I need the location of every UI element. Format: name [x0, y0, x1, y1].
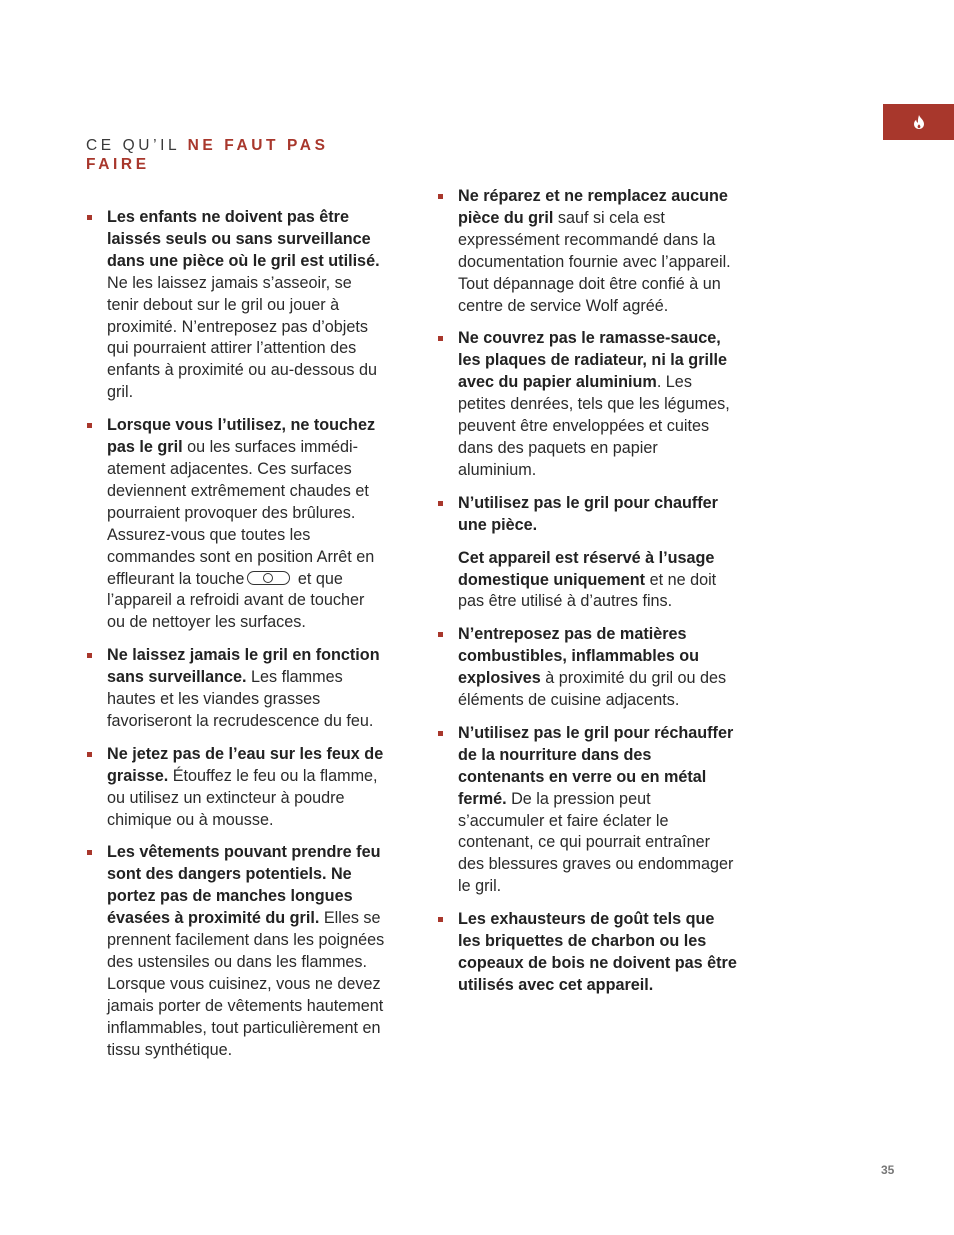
- item-bold-text: Ne couvrez pas le ramasse-sauce, les plaques de radiateur, ni la grille avec du papier aluminium: [458, 329, 727, 392]
- list-item: [437, 493, 737, 614]
- item-text: Ne les laissez jamais s’asseoir, se tenir debout sur le gril ou jouer à proximité. N’entreposez pas d’objets qui pourraient attirer l’attention des enfants à proximité ou au-dessous du gril.: [107, 273, 377, 402]
- item-text: et ne doit pas être utilisé à d’autres fins.: [458, 570, 717, 611]
- bullet-marker: [438, 731, 443, 736]
- item-text: De la pression peut s’accumuler et faire éclater le contenant, ce qui pourrait entraîner des blessures graves ou endommager le gril.: [458, 789, 734, 896]
- list-item: [437, 723, 737, 898]
- item-paragraph: [107, 842, 386, 1061]
- item-text: Les flammes hautes et les viandes grasses favoriseront la recrudescence du feu.: [107, 668, 374, 730]
- flame-icon: [913, 115, 925, 129]
- list-item: [86, 744, 386, 832]
- item-bold-text: Les exhausteurs de goût tels que les briquettes de charbon ou les copeaux de bois ne doivent pas être utilisés avec cet appareil: [458, 910, 737, 994]
- section-tab: [883, 104, 954, 140]
- left-column: [86, 207, 386, 1073]
- item-paragraph: [458, 186, 737, 317]
- item-paragraph: [458, 493, 737, 537]
- item-text: et que l’appareil a refroidi avant de toucher ou de nettoyer les surfaces.: [107, 569, 365, 632]
- right-column: [437, 186, 737, 1008]
- item-bold-text: Lorsque vous l’utilisez, ne touchez pas le gril: [107, 416, 376, 457]
- bullet-marker: [438, 632, 443, 637]
- section-heading: [86, 136, 386, 174]
- item-paragraph: [458, 328, 737, 481]
- item-text: sauf si cela est expressément recommandé dans la documentation fournie avec l’appareil. Tout dépannage doit être confié à un centre de service Wolf agréé.: [458, 208, 731, 315]
- item-text: à proximité du gril ou des éléments de cuisine adjacents.: [458, 669, 727, 710]
- heading-highlight: NE FAUT PAS FAIRE: [86, 137, 329, 173]
- item-paragraph: [107, 415, 386, 634]
- item-paragraph: [458, 723, 737, 898]
- item-bold-text: N’utilisez pas le gril pour réchauffer de la nourriture dans des contenants en verre ou en métal fermé.: [458, 723, 734, 808]
- item-text: . Les petites denrées, tels que les légumes, peuvent être enveloppées et cuites dans des paquets en papier aluminium.: [458, 373, 730, 479]
- item-bold-text: N’entreposez pas de matières combustibles, inflammables ou explosives: [458, 625, 700, 688]
- off-touch-key-icon: [247, 571, 290, 585]
- list-item: [437, 186, 737, 317]
- item-bold-text: Ne laissez jamais le gril en fonction sans surveillance.: [107, 646, 380, 687]
- list-item: [86, 207, 386, 404]
- bullet-marker: [87, 215, 92, 220]
- list-item: [86, 645, 386, 733]
- list-item: [437, 624, 737, 712]
- item-paragraph: [107, 744, 386, 832]
- item-bold-text: Les enfants ne doivent pas être laissés seuls ou sans surveillance dans une pièce où le gril est utilisé.: [107, 208, 380, 270]
- item-bold-text: Ne réparez et ne remplacez aucune pièce du gril: [458, 187, 728, 227]
- bullet-marker: [87, 850, 92, 855]
- bullet-marker: [438, 194, 443, 199]
- bullet-marker: [87, 653, 92, 658]
- bullet-marker: [87, 752, 92, 757]
- bullet-marker: [438, 501, 443, 506]
- item-paragraph: [107, 645, 386, 733]
- page-number: 35: [881, 1163, 895, 1177]
- item-paragraph: [458, 548, 737, 614]
- item-bold-text: Cet appareil est réservé à l’usage domestique uniquement: [458, 548, 715, 589]
- list-item: [437, 909, 737, 997]
- item-text: ou les surfaces immédiatement adjacentes. Ces surfaces deviennent extrêmement chaudes et pourraient provoquer des brûlures. Assurez-vous que toutes les commandes sont en position Arrêt en effleurant la touche: [107, 438, 375, 588]
- list-item: [437, 328, 737, 481]
- list-item: [86, 415, 386, 634]
- bullet-marker: [438, 917, 443, 922]
- bullet-marker: [438, 336, 443, 341]
- list-item: [86, 842, 386, 1061]
- item-paragraph: [458, 624, 737, 712]
- item-text: Elles se prennent facilement dans les poignées des ustensiles ou dans les flammes. Lorsque vous cuisinez, vous ne devez jamais porter de vêtements hautement inflammables, tout particulièrement en tissu synthétique.: [107, 909, 385, 1059]
- item-bold-text: Ne jetez pas de l’eau sur les feux de graisse.: [107, 744, 384, 785]
- item-text: .: [648, 975, 654, 994]
- item-text: Étouffez le feu ou la flamme, ou utilisez un extincteur à poudre chimique ou à mousse.: [107, 766, 378, 829]
- item-paragraph: [107, 207, 386, 404]
- item-bold-text: Les vêtements pouvant prendre feu sont des dangers potentiels. Ne portez pas de manches longues évasées à proximité du gril.: [107, 843, 381, 928]
- item-bold-text: N’utilisez pas le gril pour chauffer une pièce.: [458, 493, 718, 534]
- bullet-marker: [87, 423, 92, 428]
- heading-prefix: CE QU’IL: [86, 137, 188, 154]
- item-paragraph: [458, 909, 737, 997]
